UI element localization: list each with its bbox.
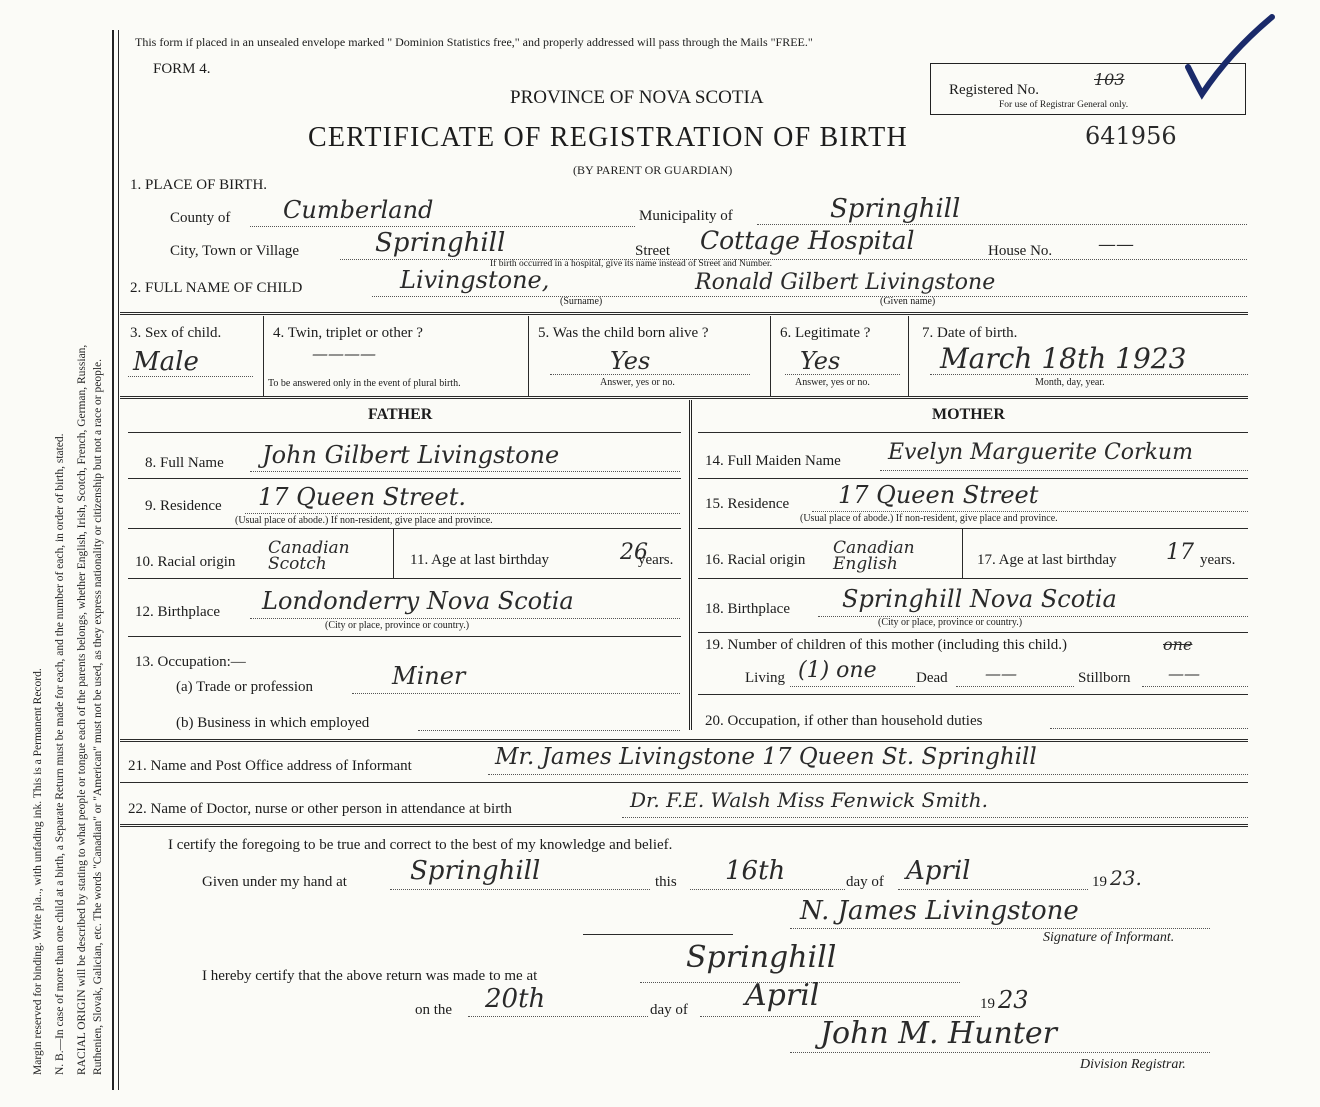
divider <box>263 316 264 396</box>
father-name-label: 8. Full Name <box>145 455 224 471</box>
alive-value: Yes <box>610 347 651 375</box>
form-number: FORM 4. <box>153 61 211 77</box>
doctor-value: Dr. F.E. Walsh Miss Fenwick Smith. <box>630 788 988 812</box>
divider <box>698 578 1248 579</box>
certificate-number: 641956 <box>1085 122 1177 150</box>
dob-note: Month, day, year. <box>1035 377 1105 388</box>
father-trade-label: (a) Trade or profession <box>176 679 314 695</box>
mother-name-line <box>880 470 1248 471</box>
father-name-line <box>250 471 680 472</box>
left-border <box>112 30 114 1090</box>
registrar-day: 20th <box>485 984 546 1014</box>
mother-children-label: 19. Number of children of this mother (including this child.) <box>705 637 1068 653</box>
father-birthplace: Londonderry Nova Scotia <box>262 587 574 615</box>
father-years: years. <box>638 552 674 568</box>
on-the-label: on the <box>415 1002 453 1018</box>
child-given-name: Ronald Gilbert Livingstone <box>695 270 996 295</box>
mother-birthplace-label: 18. Birthplace <box>705 601 790 617</box>
father-age: 26 <box>620 540 648 565</box>
divider <box>128 432 681 433</box>
house-label: House No. <box>988 243 1053 259</box>
divider <box>128 478 681 479</box>
father-business-line <box>418 730 680 731</box>
divider <box>128 578 681 579</box>
father-age-label: 11. Age at last birthday <box>410 552 549 568</box>
given-under-label: Given under my hand at <box>202 874 347 890</box>
given-month-line <box>898 889 1088 890</box>
registrar-year-prefix: 19 <box>980 996 995 1012</box>
sex-line <box>128 376 253 377</box>
mother-years: years. <box>1200 552 1236 568</box>
given-day-line <box>690 889 845 890</box>
informant-label: 21. Name and Post Office address of Informant <box>128 758 412 774</box>
informant-signature-caption: Signature of Informant. <box>1043 930 1175 945</box>
twin-label: 4. Twin, triplet or other ? <box>273 325 423 341</box>
checkmark-icon <box>1180 12 1280 102</box>
father-race-label: 10. Racial origin <box>135 554 236 570</box>
divider <box>528 316 529 396</box>
divider <box>393 528 394 578</box>
father-business-label: (b) Business in which employed <box>176 715 370 731</box>
mother-age-label: 17. Age at last birthday <box>977 552 1117 568</box>
doctor-label: 22. Name of Doctor, nurse or other person in attendance at birth <box>128 801 512 817</box>
legitimate-note: Answer, yes or no. <box>795 377 870 388</box>
given-year: 23. <box>1110 866 1142 890</box>
sex-label: 3. Sex of child. <box>130 325 222 341</box>
father-residence-line <box>245 513 680 514</box>
county-label: County of <box>170 210 231 226</box>
mother-age: 17 <box>1166 540 1194 565</box>
divider <box>908 316 909 396</box>
dob-line <box>930 374 1248 375</box>
divider <box>698 694 1248 695</box>
street-label: Street <box>635 243 670 259</box>
mother-name: Evelyn Marguerite Corkum <box>888 440 1193 465</box>
city-label: City, Town or Village <box>170 243 300 259</box>
living-line <box>790 686 915 687</box>
certify-statement: I certify the foregoing to be true and correct to the best of my knowledge and belief. <box>168 837 673 853</box>
street-value: Cottage Hospital <box>700 226 915 255</box>
column-divider <box>689 400 692 730</box>
divider <box>120 312 1248 315</box>
divider <box>962 528 963 578</box>
side-note-multiple-births: N. B.—In case of more than one child at a birth, a Separate Return must be made for each, and the number of each, in order of birth, stated. <box>54 433 66 1075</box>
day-of-label: day of <box>846 874 884 890</box>
father-residence-note: (Usual place of abode.) If non-resident, give place and province. <box>235 515 493 526</box>
mother-occupation-line <box>1050 728 1248 729</box>
stillborn-value: —— <box>1168 664 1200 683</box>
surname-caption: (Surname) <box>560 296 603 307</box>
twin-value: ———— <box>312 344 376 363</box>
father-birthplace-label: 12. Birthplace <box>135 604 220 620</box>
father-heading: FATHER <box>368 406 433 423</box>
father-birthplace-line <box>250 618 680 619</box>
twin-note: To be answered only in the event of plural birth. <box>268 378 461 389</box>
registrar-statement: I hereby certify that the above return was made to me at <box>202 968 538 984</box>
informant-signature: N. James Livingstone <box>800 896 1079 926</box>
registrar-signature: John M. Hunter <box>820 1016 1058 1051</box>
dob-value: March 18th 1923 <box>940 342 1187 375</box>
registrar-signature-line <box>790 1052 1210 1053</box>
divider <box>128 636 681 637</box>
father-residence: 17 Queen Street. <box>258 483 467 511</box>
divider <box>698 632 1248 633</box>
legitimate-line <box>785 374 900 375</box>
living-value: (1) one <box>798 658 877 683</box>
subtitle: (BY PARENT OR GUARDIAN) <box>573 163 733 177</box>
divider <box>120 824 1248 827</box>
divider <box>770 316 771 396</box>
municipality-label: Municipality of <box>639 208 733 224</box>
informant-value: Mr. James Livingstone 17 Queen St. Springhill <box>495 744 1037 770</box>
stillborn-label: Stillborn <box>1078 670 1131 686</box>
divider <box>120 739 1248 742</box>
divider <box>120 782 1248 783</box>
sex-value: Male <box>133 347 199 377</box>
mother-residence-label: 15. Residence <box>705 496 790 512</box>
father-race: Canadian Scotch <box>268 538 350 574</box>
given-place: Springhill <box>410 856 541 886</box>
mother-race-label: 16. Racial origin <box>705 552 806 568</box>
stillborn-line <box>1142 686 1248 687</box>
registrar-signature-caption: Division Registrar. <box>1080 1057 1186 1072</box>
divider <box>128 528 681 529</box>
hospital-note: If birth occurred in a hospital, give its name instead of Street and Number. <box>490 259 773 269</box>
father-residence-label: 9. Residence <box>145 498 222 514</box>
city-value: Springhill <box>375 228 506 258</box>
mother-heading: MOTHER <box>932 406 1005 423</box>
mother-birthplace-note: (City or place, province or country.) <box>878 617 1023 628</box>
mother-name-label: 14. Full Maiden Name <box>705 453 841 469</box>
page-title: CERTIFICATE OF REGISTRATION OF BIRTH <box>308 122 908 153</box>
mother-birthplace: Springhill Nova Scotia <box>842 585 1117 613</box>
father-birthplace-note: (City or place, province or country.) <box>325 620 470 631</box>
registrar-month: April <box>745 978 820 1013</box>
mother-residence-note: (Usual place of abode.) If non-resident, give place and province. <box>800 513 1058 524</box>
mother-children: one <box>1163 635 1193 654</box>
registrar-place: Springhill <box>686 940 837 975</box>
given-month: April <box>906 856 971 886</box>
alive-note: Answer, yes or no. <box>600 377 675 388</box>
child-name-label: 2. FULL NAME OF CHILD <box>130 280 303 296</box>
registrar-year: 23 <box>998 986 1029 1014</box>
divider <box>698 528 1248 529</box>
left-border-inner <box>118 30 119 1090</box>
this-label: this <box>655 874 677 890</box>
dob-label: 7. Date of birth. <box>922 325 1018 341</box>
doctor-line <box>622 817 1248 818</box>
county-value: Cumberland <box>283 196 434 224</box>
place-of-birth-heading: 1. PLACE OF BIRTH. <box>130 177 268 193</box>
father-trade: Miner <box>392 662 466 690</box>
given-year-prefix: 19 <box>1092 874 1107 890</box>
mother-residence-line <box>812 511 1248 512</box>
mother-occupation-label: 20. Occupation, if other than household duties <box>705 713 983 729</box>
divider <box>583 934 733 935</box>
father-trade-line <box>352 693 680 694</box>
house-value: —— <box>1098 234 1134 255</box>
mother-residence: 17 Queen Street <box>838 481 1039 509</box>
dead-line <box>956 686 1074 687</box>
registered-number: 103 <box>1094 70 1125 89</box>
father-occupation-label: 13. Occupation:— <box>135 654 246 670</box>
given-place-line <box>390 889 650 890</box>
registered-label: Registered No. <box>949 82 1039 98</box>
child-surname: Livingstone, <box>400 266 550 294</box>
municipality-line <box>757 224 1247 225</box>
divider <box>698 432 1248 433</box>
informant-line <box>488 774 1248 775</box>
legitimate-label: 6. Legitimate ? <box>780 325 871 341</box>
registrar-day-of-label: day of <box>650 1002 688 1018</box>
side-note-racial-origin: RACIAL ORIGIN will be described by stating to what people or tongue each of the parents belongs, whether English, Irish, Scotch, French, German, Russian, <box>76 344 88 1075</box>
child-name-line <box>372 296 1247 297</box>
alive-label: 5. Was the child born alive ? <box>538 325 709 341</box>
divider <box>120 396 1248 399</box>
side-note-binding: Margin reserved for binding. Write pla.., with unfading ink. This is a Permanent Record. <box>32 668 44 1075</box>
legitimate-value: Yes <box>800 347 841 375</box>
alive-line <box>550 374 750 375</box>
county-line <box>250 226 635 227</box>
province-title: PROVINCE OF NOVA SCOTIA <box>510 87 764 108</box>
registrar-day-line <box>468 1016 648 1017</box>
informant-signature-line <box>790 928 1210 929</box>
mail-notice: This form if placed in an unsealed envelope marked " Dominion Statistics free," and properly addressed will pass through the Mails "FREE." <box>135 35 813 49</box>
city-line <box>340 259 1247 260</box>
side-note-racial-origin-cont: Ruthenien, Slovak, Galician, etc. The words "Canadian" or "American" must not be used, as they express nationality or citizenship but not a race or people. <box>92 358 104 1075</box>
living-label: Living <box>745 670 785 686</box>
dead-label: Dead <box>916 670 948 686</box>
mother-race: Canadian English <box>833 538 915 574</box>
given-name-caption: (Given name) <box>880 296 936 307</box>
father-name: John Gilbert Livingstone <box>262 441 560 469</box>
dead-value: —— <box>985 664 1017 683</box>
registrar-note: For use of Registrar General only. <box>999 100 1129 110</box>
divider <box>698 478 1248 479</box>
given-day: 16th <box>725 856 786 886</box>
municipality-value: Springhill <box>830 194 961 224</box>
